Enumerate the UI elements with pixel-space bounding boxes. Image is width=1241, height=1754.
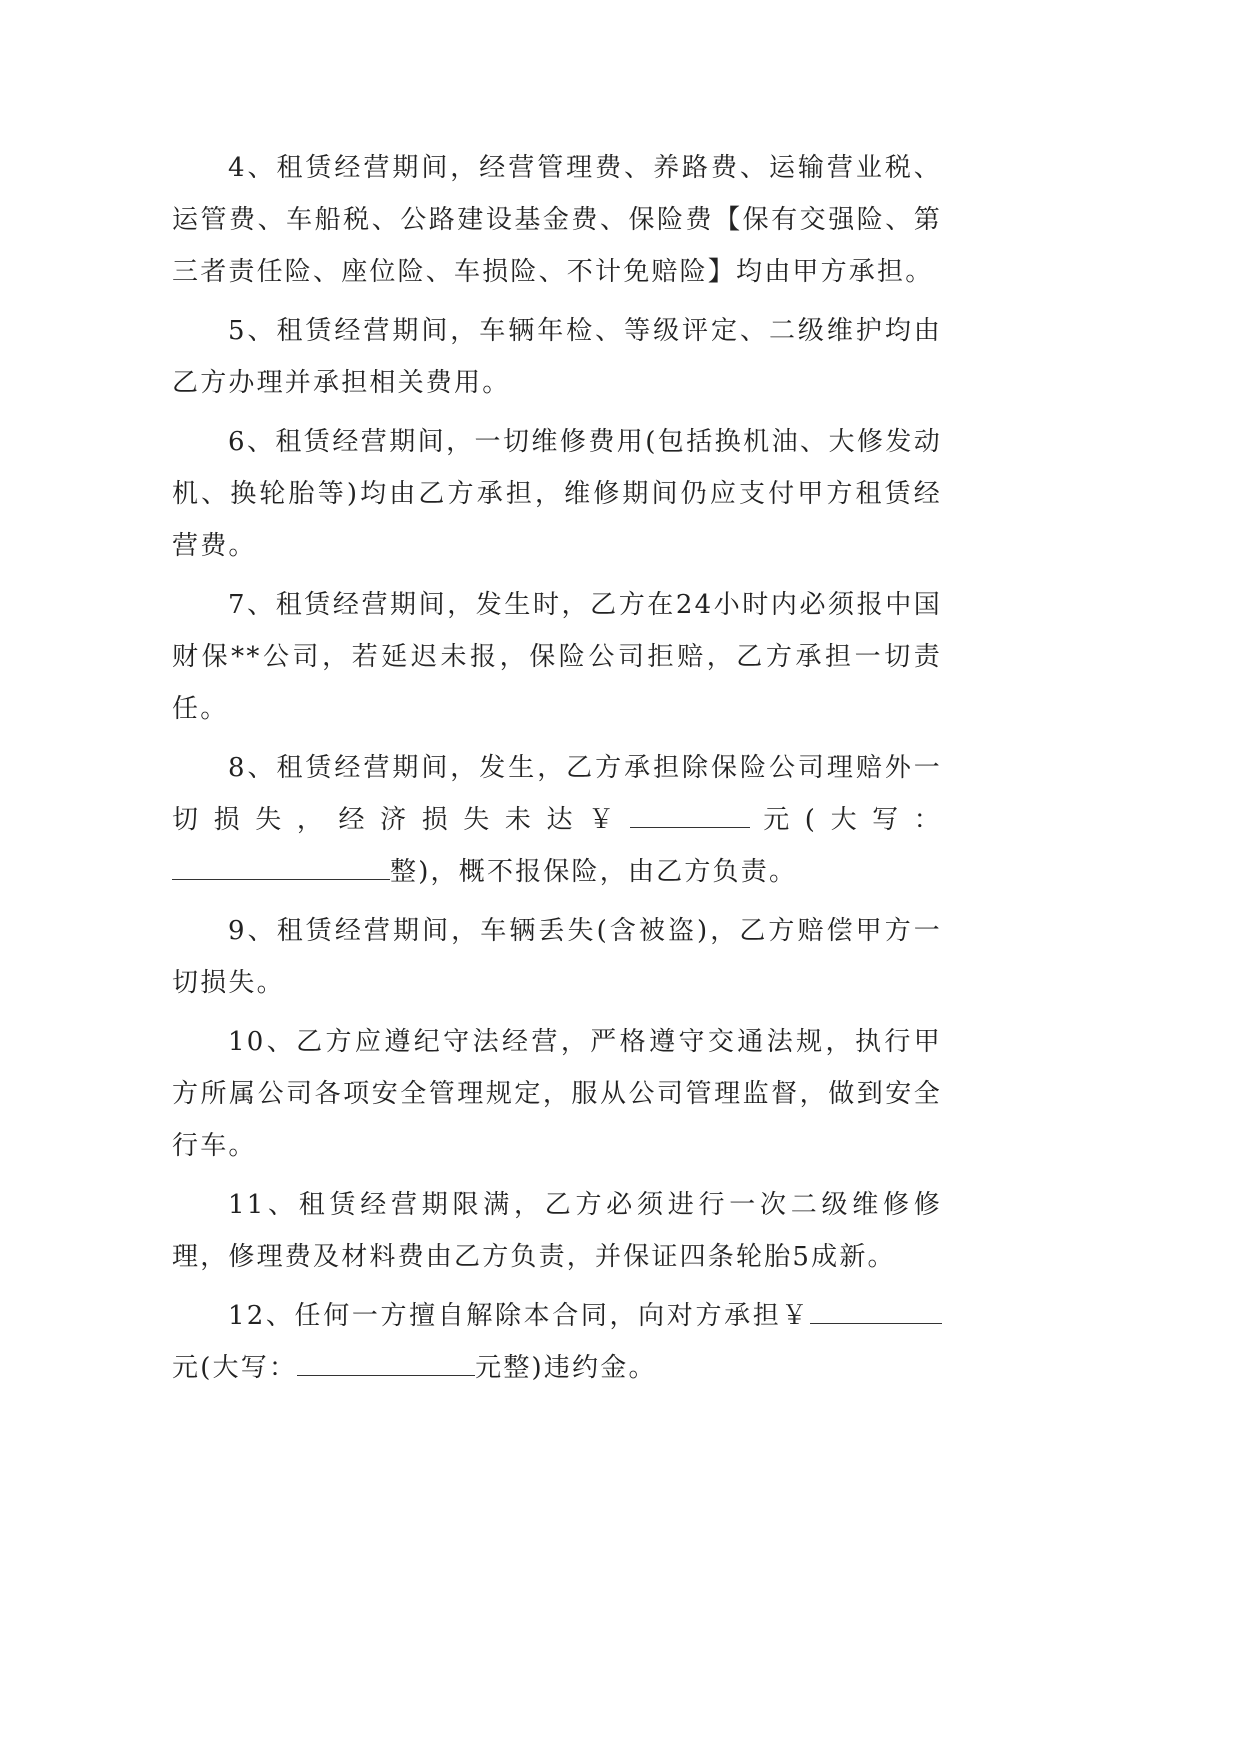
clause-12-text-end: 元整)违约金。 — [475, 1353, 657, 1383]
penalty-amount-blank — [810, 1295, 942, 1324]
clause-4: 4、租赁经营期间，经营管理费、养路费、运输营业税、运管费、车船税、公路建设基金费、保险费【保有交强险、第三者责任险、座位险、车损险、不计免赔险】均由甲方承担。 — [172, 153, 942, 287]
penalty-in-words-blank — [297, 1347, 475, 1376]
contract-clauses — [172, 142, 942, 1401]
clause-12-text-start: 12、任何一方擅自解除本合同，向对方承担￥ — [228, 1301, 810, 1331]
clause-10: 10、乙方应遵纪守法经营，严格遵守交通法规，执行甲方所属公司各项安全管理规定，服从公司管理监督，做到安全行车。 — [172, 1027, 942, 1161]
clause-8-text-end: 整)，概不报保险，由乙方负责。 — [390, 857, 798, 887]
clause-8 — [172, 742, 942, 898]
clause-5: 5、租赁经营期间，车辆年检、等级评定、二级维护均由乙方办理并承担相关费用。 — [172, 316, 942, 398]
clause-12-text-middle: 元(大写： — [172, 1353, 298, 1383]
amount-in-words-blank — [172, 851, 390, 880]
clause-7: 7、租赁经营期间，发生时，乙方在24小时内必须报中国财保**公司，若延迟未报，保险公司拒赔，乙方承担一切责任。 — [172, 590, 942, 724]
clause-9: 9、租赁经营期间，车辆丢失(含被盗)，乙方赔偿甲方一切损失。 — [172, 916, 942, 998]
clause-6: 6、租赁经营期间，一切维修费用(包括换机油、大修发动机、换轮胎等)均由乙方承担，维修期间仍应支付甲方租赁经营费。 — [172, 427, 942, 561]
clause-11: 11、租赁经营期限满，乙方必须进行一次二级维修修理，修理费及材料费由乙方负责，并保证四条轮胎5成新。 — [172, 1190, 942, 1272]
clause-8-text-start: 8、租赁经营期间，发生，乙方承担除保险公司理赔外一切损失，经济损失未达￥ — [172, 753, 942, 835]
amount-blank — [630, 799, 750, 828]
clause-8-text-middle: 元(大写： — [749, 805, 943, 835]
clause-12 — [172, 1290, 942, 1394]
